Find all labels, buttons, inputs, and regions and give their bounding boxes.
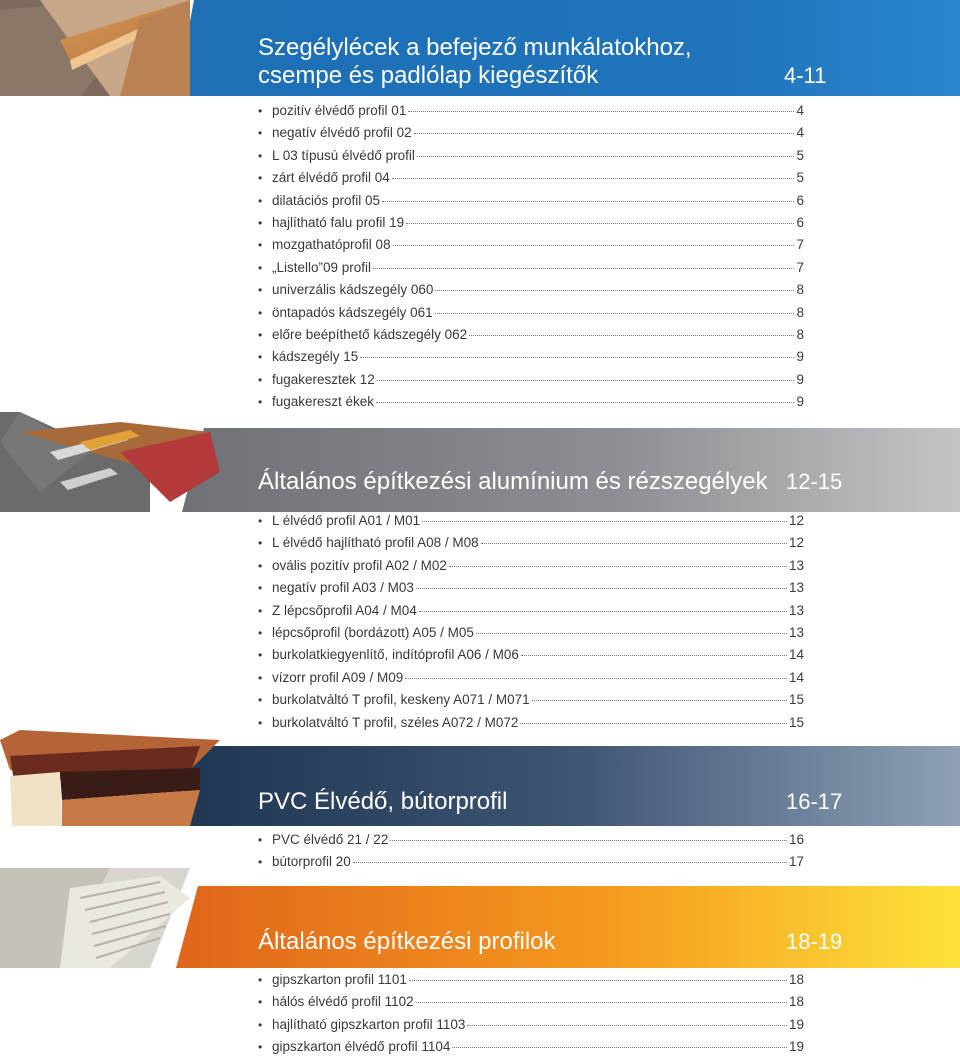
dot-leader (409, 979, 787, 981)
toc-entry-page: 13 (788, 624, 804, 640)
section-pages-2: 12-15 (786, 469, 843, 494)
toc-entry-page: 12 (788, 513, 804, 528)
toc-entry-label: negatív élvédő profil 02 (272, 125, 412, 141)
toc-entry[interactable] (258, 510, 804, 532)
dot-leader (419, 610, 787, 612)
toc-entry[interactable] (258, 829, 804, 851)
dot-leader (405, 677, 787, 679)
toc-entry-label: gipszkarton profil 1101 (272, 972, 407, 987)
toc-entry-label: Z lépcsőprofil A04 / M04 (272, 602, 417, 618)
dot-leader (481, 542, 787, 544)
bullet-icon: • (258, 1040, 263, 1055)
toc-entry-label: hálós élvédő profil 1102 (272, 994, 414, 1010)
toc-entry[interactable] (258, 190, 804, 212)
toc-entry-page: 8 (796, 326, 804, 342)
toc-entry-label: dilatációs profil 05 (272, 192, 381, 208)
toc-entry-label: előre beépíthető kádszegély 062 (272, 326, 468, 342)
dot-leader (435, 312, 795, 314)
toc-entry-label: burkolatkiegyenlítő, indítóprofil A06 / M06 (272, 647, 519, 663)
section-title-4 (258, 928, 556, 956)
toc-entry[interactable] (258, 369, 804, 391)
toc-entry-label: univerzális kádszegély 060 (272, 282, 434, 298)
dot-leader (452, 1046, 787, 1048)
section-header-2 (0, 412, 960, 512)
toc-entry-label: fugakereszt ékek (272, 394, 375, 410)
toc-entry-page: 5 (796, 170, 804, 186)
toc-entry-page: 8 (796, 282, 804, 298)
bullet-icon: • (258, 238, 263, 253)
toc-list-1 (258, 100, 804, 413)
toc-entry-label: burkolatváltó T profil, széles A072 / M072 (272, 714, 519, 730)
toc-entry[interactable] (258, 689, 804, 711)
toc-entry[interactable] (258, 324, 804, 346)
toc-entry-page: 13 (788, 602, 804, 618)
aluminium-profile-photo (0, 412, 220, 512)
toc-entry-label: ovális pozitív profil A02 / M02 (272, 557, 447, 573)
toc-entry-label: hajlítható gipszkarton profil 1103 (272, 1016, 466, 1032)
dot-leader (392, 177, 795, 179)
bullet-icon: • (258, 973, 263, 987)
toc-entry[interactable] (258, 532, 804, 554)
toc-entry-page: 18 (788, 994, 804, 1010)
bullet-icon: • (258, 350, 263, 365)
dot-leader (406, 222, 794, 224)
dot-leader (416, 1001, 787, 1003)
toc-entry-label: lépcsőprofil (bordázott) A05 / M05 (272, 624, 474, 640)
toc-entry-label: „Listello”09 profil (272, 259, 372, 275)
toc-entry-page: 9 (796, 371, 804, 387)
toc-entry[interactable] (258, 600, 804, 622)
bullet-icon: • (258, 715, 263, 730)
toc-entry[interactable] (258, 346, 804, 368)
bullet-icon: • (258, 648, 263, 663)
toc-entry[interactable] (258, 577, 804, 599)
toc-entry-label: kádszegély 15 (272, 349, 359, 365)
bullet-icon: • (258, 558, 263, 573)
toc-entry-label: fugakeresztek 12 (272, 371, 375, 387)
bullet-icon: • (258, 104, 263, 118)
bullet-icon: • (258, 171, 263, 186)
toc-entry-label: mozgathatóprofil 08 (272, 237, 391, 253)
section-title-line: csempe és padlólap kiegészítők (258, 62, 599, 89)
section-pages-1: 4-11 (784, 63, 827, 88)
bullet-icon: • (258, 126, 263, 141)
toc-entry-page: 18 (788, 972, 804, 987)
bullet-icon: • (258, 603, 263, 618)
toc-entry[interactable] (258, 167, 804, 189)
toc-entry[interactable] (258, 667, 804, 689)
toc-list-4 (258, 969, 804, 1059)
drywall-profile-photo (0, 868, 220, 968)
section-title-line: Szegélylécek a befejező munkálatokhoz, (258, 34, 692, 61)
bullet-icon: • (258, 395, 263, 410)
toc-entry-page: 12 (788, 535, 804, 551)
toc-entry-page: 14 (788, 647, 804, 663)
section-title-line: Általános építkezési profilok (258, 928, 556, 955)
toc-entry[interactable] (258, 212, 804, 234)
toc-entry-page: 15 (788, 714, 804, 730)
toc-entry-label: L 03 típusú élvédő profil (272, 147, 415, 163)
toc-entry[interactable] (258, 622, 804, 644)
dot-leader (521, 654, 787, 656)
dot-leader (408, 110, 794, 112)
section-title-line: Általános építkezési alumínium és rézszegélyek (258, 468, 768, 495)
toc-entry-page: 14 (788, 669, 804, 685)
toc-entry[interactable] (258, 302, 804, 324)
dot-leader (377, 379, 795, 381)
dot-leader (467, 1024, 787, 1026)
toc-entry[interactable] (258, 644, 804, 666)
bullet-icon: • (258, 693, 263, 708)
bullet-icon: • (258, 283, 263, 298)
bullet-icon: • (258, 670, 263, 685)
dot-leader (476, 632, 787, 634)
section-header-1 (0, 0, 960, 96)
dot-leader (373, 267, 794, 269)
toc-entry[interactable] (258, 100, 804, 122)
toc-entry-label: PVC élvédő 21 / 22 (272, 832, 389, 847)
bullet-icon: • (258, 260, 263, 275)
dot-leader (417, 155, 795, 157)
section-pages-3: 16-17 (786, 789, 843, 814)
dot-leader (376, 401, 794, 403)
bullet-icon: • (258, 193, 263, 208)
bullet-icon: • (258, 372, 263, 387)
toc-entry[interactable] (258, 122, 804, 144)
toc-entry-page: 9 (796, 394, 804, 410)
tile-edge-photo (0, 0, 200, 96)
bullet-icon: • (258, 148, 263, 163)
toc-entry[interactable] (258, 234, 804, 256)
dot-leader (435, 289, 794, 291)
toc-entry-page: 17 (788, 854, 804, 870)
dot-leader (469, 334, 794, 336)
bullet-icon: • (258, 215, 263, 230)
dot-leader (416, 587, 787, 589)
section-header-4 (0, 868, 960, 968)
toc-entry-page: 6 (796, 214, 804, 230)
toc-entry-page: 7 (796, 237, 804, 253)
toc-entry-page: 16 (788, 832, 804, 847)
bullet-icon: • (258, 625, 263, 640)
dot-leader (393, 244, 795, 246)
section-title-1 (258, 34, 692, 90)
toc-entry-page: 6 (796, 192, 804, 208)
furniture-profile-photo (0, 730, 220, 826)
toc-entry[interactable] (258, 555, 804, 577)
toc-entry-page: 4 (796, 103, 804, 118)
toc-entry-label: öntapadós kádszegély 061 (272, 304, 433, 320)
toc-entry-label: zárt élvédő profil 04 (272, 170, 390, 186)
toc-entry[interactable] (258, 969, 804, 991)
toc-entry-page: 13 (788, 557, 804, 573)
bullet-icon: • (258, 995, 263, 1010)
toc-entry-page: 15 (788, 692, 804, 708)
toc-entry-page: 13 (788, 580, 804, 596)
toc-entry[interactable] (258, 257, 804, 279)
bullet-icon: • (258, 1017, 263, 1032)
toc-list-2 (258, 510, 804, 734)
toc-entry[interactable] (258, 145, 804, 167)
bullet-icon: • (258, 514, 263, 528)
section-header-3 (0, 730, 960, 826)
toc-entry-label: hajlítható falu profil 19 (272, 214, 405, 230)
bullet-icon: • (258, 536, 263, 551)
dot-leader (532, 699, 787, 701)
toc-entry[interactable] (258, 1036, 804, 1058)
section-title-line: PVC Élvédő, bútorprofil (258, 788, 508, 815)
toc-entry-label: L élvédő hajlítható profil A08 / M08 (272, 535, 479, 551)
toc-entry-page: 8 (796, 304, 804, 320)
bullet-icon: • (258, 327, 263, 342)
section-pages-4: 18-19 (786, 929, 843, 954)
dot-leader (360, 356, 794, 358)
toc-entry-page: 4 (796, 125, 804, 141)
dot-leader (353, 861, 787, 863)
bullet-icon: • (258, 581, 263, 596)
dot-leader (520, 722, 787, 724)
bullet-icon: • (258, 305, 263, 320)
toc-entry-label: L élvédő profil A01 / M01 (272, 513, 421, 528)
toc-entry-page: 19 (788, 1016, 804, 1032)
toc-entry-page: 19 (788, 1039, 804, 1055)
toc-entry-label: vízorr profil A09 / M09 (272, 669, 404, 685)
toc-entry-page: 5 (796, 147, 804, 163)
dot-leader (449, 565, 787, 567)
dot-leader (382, 200, 794, 202)
dot-leader (414, 132, 795, 134)
toc-entry-label: bútorprofil 20 (272, 854, 351, 870)
toc-entry-page: 7 (796, 259, 804, 275)
section-title-3 (258, 788, 507, 816)
toc-entry-label: pozitív élvédő profil 01 (272, 103, 407, 118)
toc-entry[interactable] (258, 991, 804, 1013)
dot-leader (422, 520, 787, 522)
toc-entry-page: 9 (796, 349, 804, 365)
toc-entry-label: gipszkarton élvédő profil 1104 (272, 1039, 451, 1055)
bullet-icon: • (258, 833, 263, 847)
toc-entry[interactable] (258, 1014, 804, 1036)
toc-entry-label: burkolatváltó T profil, keskeny A071 / M071 (272, 692, 530, 708)
toc-entry[interactable] (258, 391, 804, 413)
bullet-icon: • (258, 855, 263, 870)
section-title-2 (258, 468, 768, 496)
toc-entry[interactable] (258, 279, 804, 301)
toc-entry-label: negatív profil A03 / M03 (272, 580, 414, 596)
dot-leader (390, 839, 787, 841)
